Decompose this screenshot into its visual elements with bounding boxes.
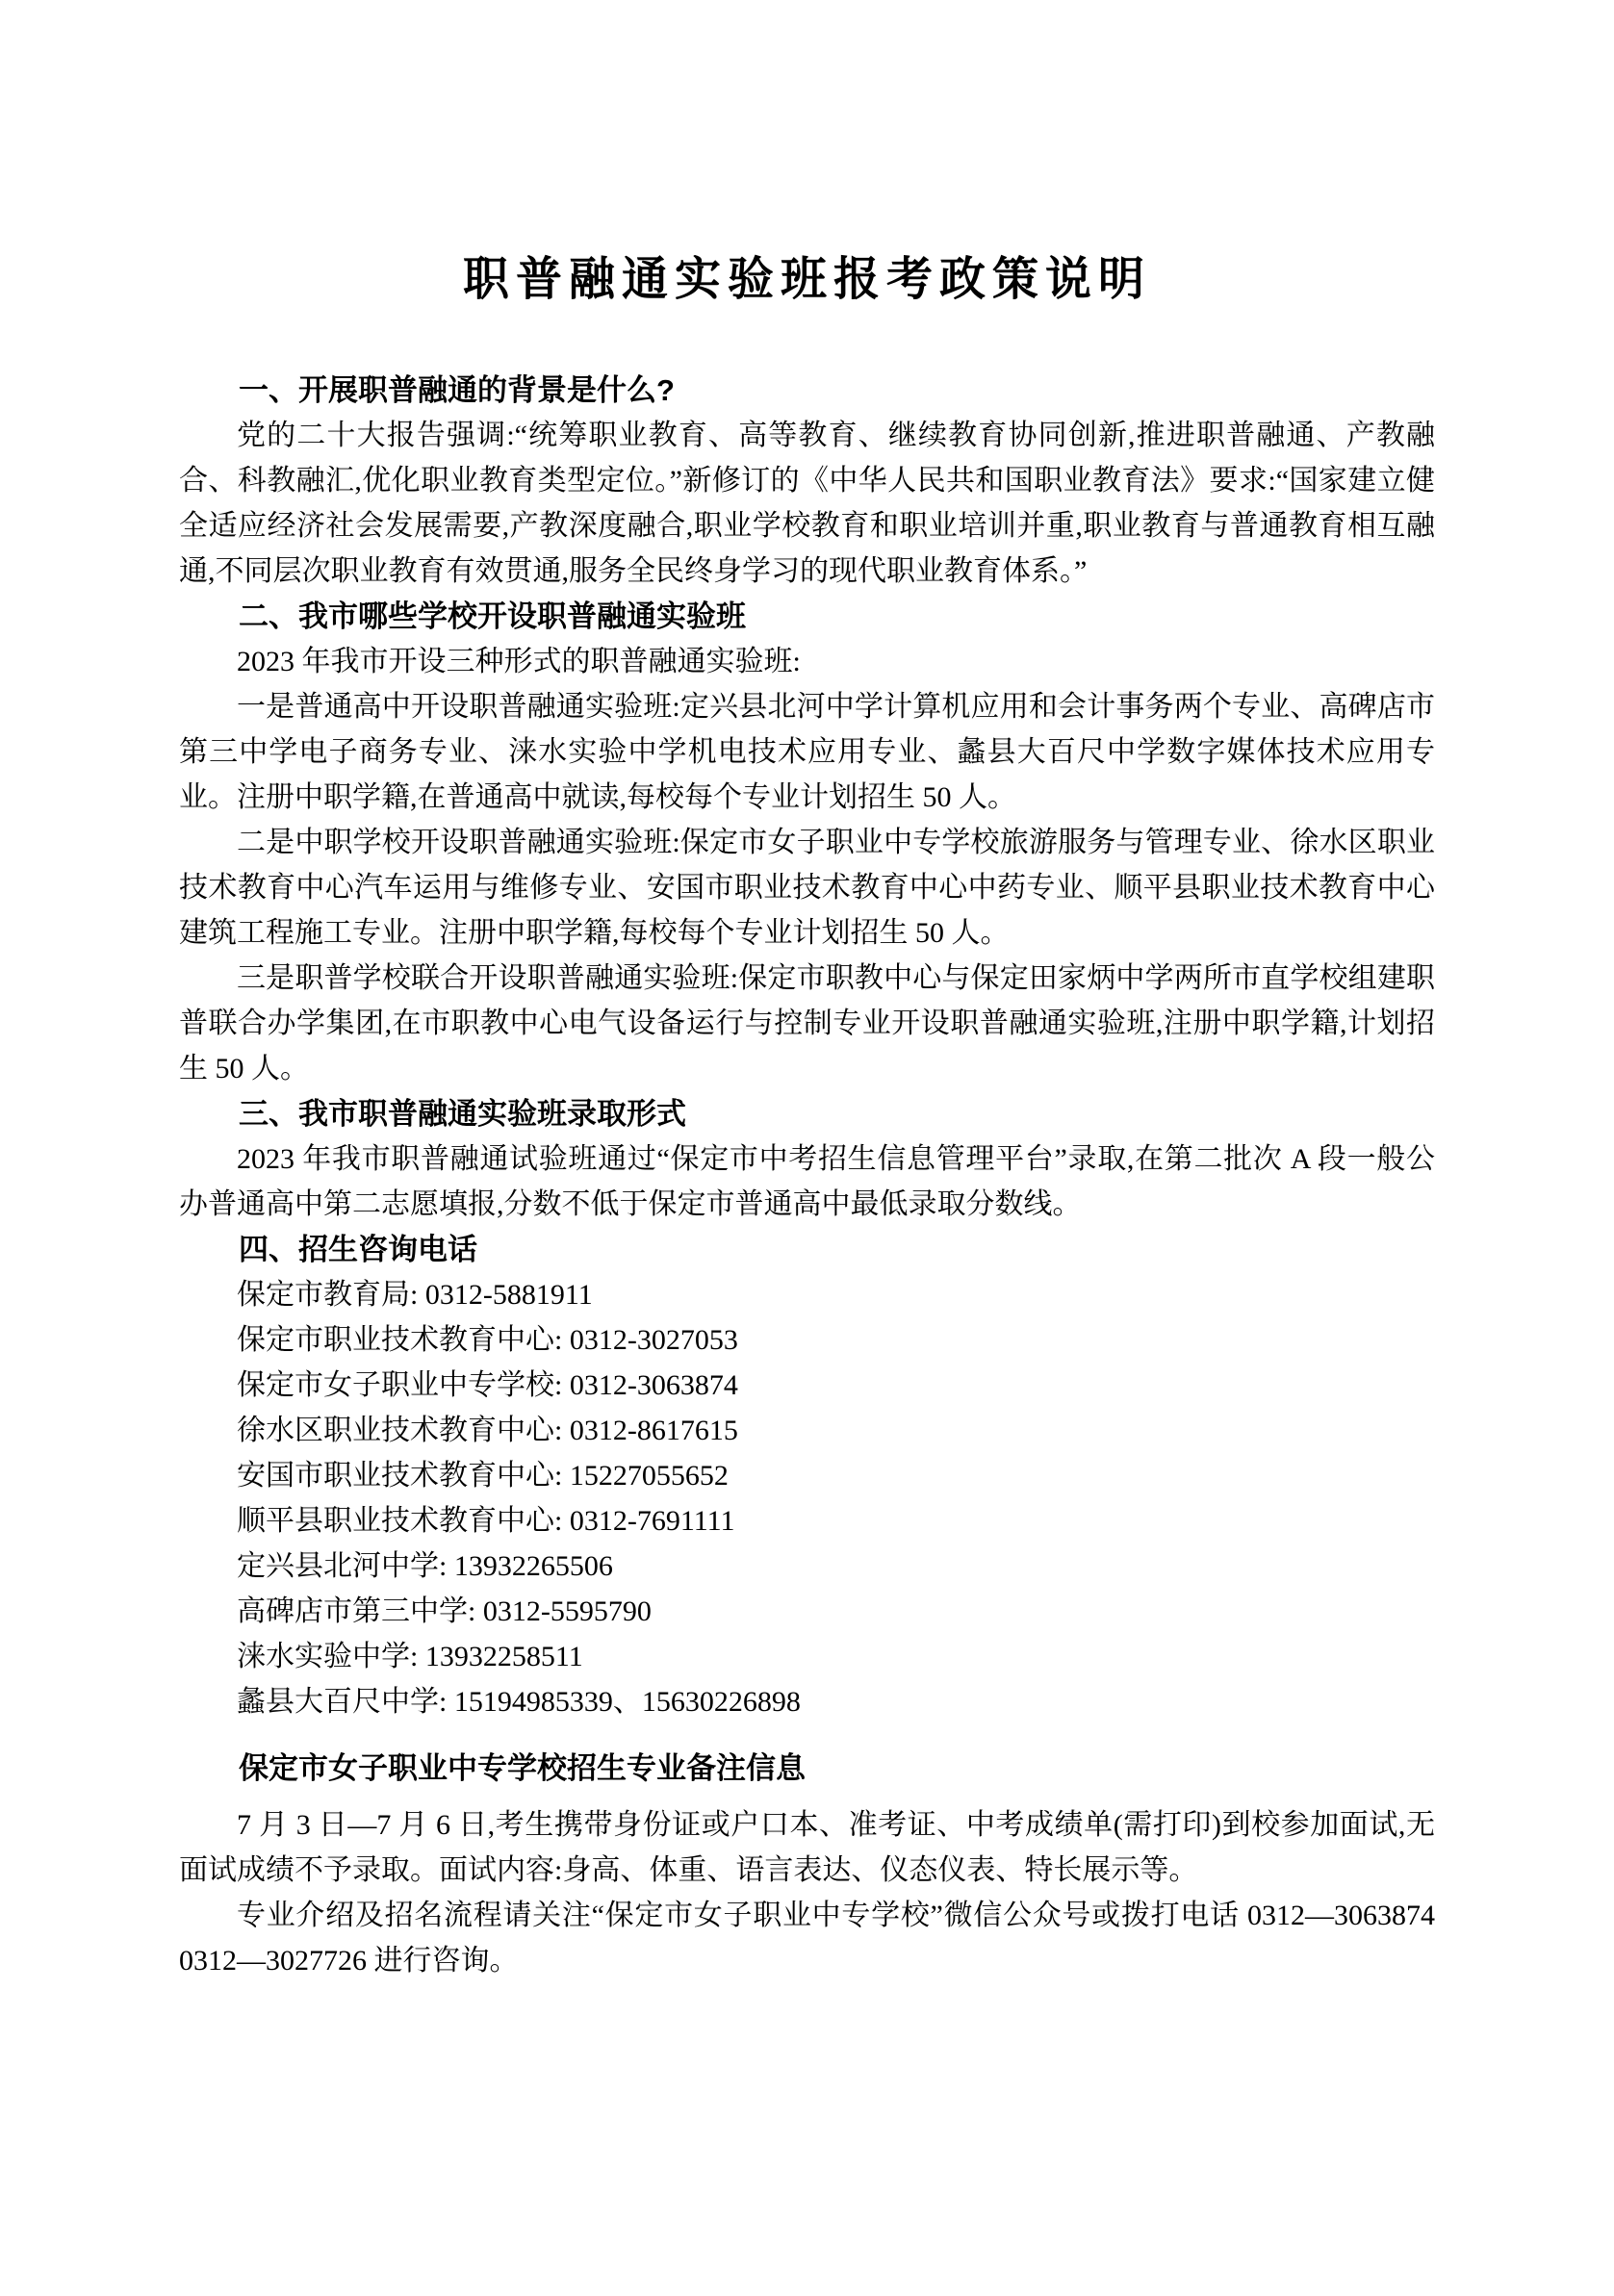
section-1-paragraph: 党的二十大报告强调:“统筹职业教育、高等教育、继续教育协同创新,推进职普融通、产教融合、科教融汇,优化职业教育类型定位。”新修订的《中华人民共和国职业教育法》要求:“国家建立健全适应经济社会发展需要,产教深度融合,职业学校教育和职业培训并重,职业教育与普通教育相互融通,不同层次职业教育有效贯通,服务全民终身学习的现代职业教育体系。” bbox=[179, 420, 1435, 587]
phone-line: 保定市教育局: 0312-5881911 bbox=[237, 1279, 593, 1311]
document-title: 职普融通实验班报考政策说明 bbox=[462, 254, 1151, 305]
phone-line: 涞水实验中学: 13932258511 bbox=[237, 1641, 583, 1672]
section-3-paragraph: 2023 年我市职普融通试验班通过“保定市中考招生信息管理平台”录取,在第二批次 A 段一般公办普通高中第二志愿填报,分数不低于保定市普通高中最低录取分数线。 bbox=[179, 1143, 1435, 1220]
section-4-heading: 四、招生咨询电话 bbox=[239, 1233, 477, 1266]
phone-line: 保定市职业技术教育中心: 0312-3027053 bbox=[237, 1324, 738, 1356]
section-2-paragraph: 二是中职学校开设职普融通实验班:保定市女子职业中专学校旅游服务与管理专业、徐水区职业技术教育中心汽车运用与维修专业、安国市职业技术教育中心中药专业、顺平县职业技术教育中心建筑工程施工专业。注册中职学籍,每校每个专业计划招生 50 人。 bbox=[179, 827, 1435, 949]
section-2-paragraph: 2023 年我市开设三种形式的职普融通实验班: bbox=[237, 646, 801, 677]
phone-line: 蠡县大百尺中学: 15194985339、15630226898 bbox=[237, 1686, 801, 1718]
notice-paragraph: 专业介绍及招名流程请关注“保定市女子职业中专学校”微信公众号或拨打电话 0312—3063874 0312—3027726 进行咨询。 bbox=[179, 1900, 1464, 1977]
section-2-paragraph: 一是普通高中开设职普融通实验班:定兴县北河中学计算机应用和会计事务两个专业、高碑店市第三中学电子商务专业、涞水实验中学机电技术应用专业、蠡县大百尺中学数字媒体技术应用专业。注册中职学籍,在普通高中就读,每校每个专业计划招生 50 人。 bbox=[179, 691, 1435, 813]
section-2-heading: 二、我市哪些学校开设职普融通实验班 bbox=[239, 600, 746, 633]
phone-line: 顺平县职业技术教育中心: 0312-7691111 bbox=[237, 1505, 735, 1537]
phone-line: 安国市职业技术教育中心: 15227055652 bbox=[237, 1460, 729, 1492]
section-2-paragraph: 三是职普学校联合开设职普融通实验班:保定市职教中心与保定田家炳中学两所市直学校组建职普联合办学集团,在市职教中心电气设备运行与控制专业开设职普融通实验班,注册中职学籍,计划招生 50 人。 bbox=[179, 962, 1435, 1084]
notice-paragraph: 7 月 3 日—7 月 6 日,考生携带身份证或户口本、准考证、中考成绩单(需打印)到校参加面试,无面试成绩不予录取。面试内容:身高、体重、语言表达、仪态仪表、特长展示等。 bbox=[179, 1809, 1435, 1886]
phone-line: 定兴县北河中学: 13932265506 bbox=[237, 1550, 613, 1582]
phone-line: 高碑店市第三中学: 0312-5595790 bbox=[237, 1595, 652, 1627]
section-3-heading: 三、我市职普融通实验班录取形式 bbox=[239, 1097, 686, 1131]
section-1-heading: 一、开展职普融通的背景是什么? bbox=[239, 373, 675, 407]
phone-line: 保定市女子职业中专学校: 0312-3063874 bbox=[237, 1369, 738, 1401]
phone-line: 徐水区职业技术教育中心: 0312-8617615 bbox=[237, 1415, 738, 1446]
notice-subtitle: 保定市女子职业中专学校招生专业备注信息 bbox=[239, 1751, 806, 1785]
